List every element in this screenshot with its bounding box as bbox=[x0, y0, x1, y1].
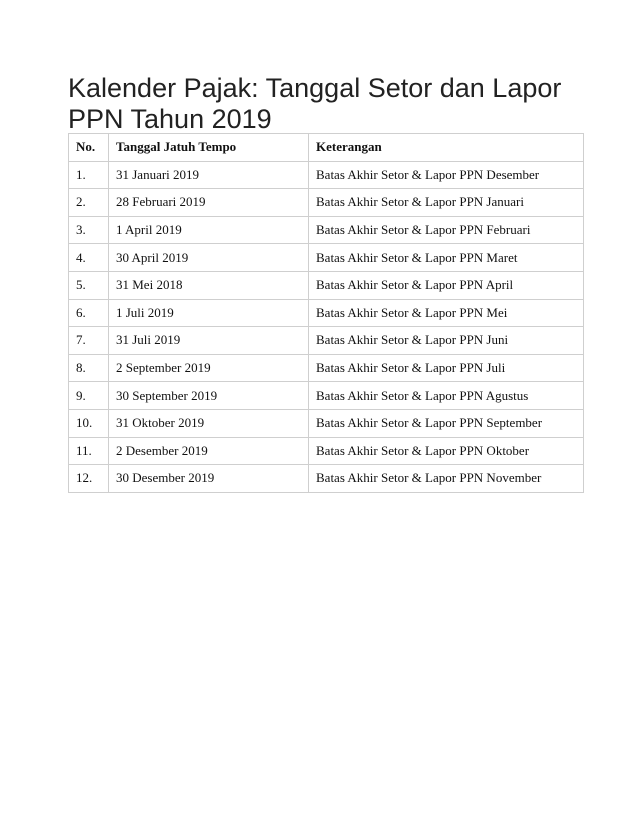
cell-due-date: 30 September 2019 bbox=[109, 382, 309, 410]
cell-due-date: 30 Desember 2019 bbox=[109, 465, 309, 493]
table-body bbox=[69, 161, 584, 492]
cell-due-date: 31 Oktober 2019 bbox=[109, 409, 309, 437]
cell-description: Batas Akhir Setor & Lapor PPN Juli bbox=[309, 354, 584, 382]
cell-description: Batas Akhir Setor & Lapor PPN November bbox=[309, 465, 584, 493]
cell-description: Batas Akhir Setor & Lapor PPN Agustus bbox=[309, 382, 584, 410]
table-row bbox=[69, 299, 584, 327]
table-row bbox=[69, 161, 584, 189]
table-row bbox=[69, 354, 584, 382]
cell-description: Batas Akhir Setor & Lapor PPN Oktober bbox=[309, 437, 584, 465]
table-row bbox=[69, 327, 584, 355]
cell-no: 1. bbox=[69, 161, 109, 189]
cell-no: 5. bbox=[69, 271, 109, 299]
cell-description: Batas Akhir Setor & Lapor PPN April bbox=[309, 271, 584, 299]
cell-due-date: 30 April 2019 bbox=[109, 244, 309, 272]
cell-no: 9. bbox=[69, 382, 109, 410]
cell-due-date: 2 September 2019 bbox=[109, 354, 309, 382]
cell-no: 6. bbox=[69, 299, 109, 327]
page-title: Kalender Pajak: Tanggal Setor dan Lapor PPN Tahun 2019 bbox=[68, 73, 562, 134]
cell-due-date: 1 April 2019 bbox=[109, 216, 309, 244]
table-row bbox=[69, 244, 584, 272]
tax-calendar-table bbox=[68, 133, 584, 493]
table-row bbox=[69, 382, 584, 410]
cell-description: Batas Akhir Setor & Lapor PPN September bbox=[309, 409, 584, 437]
table-row bbox=[69, 271, 584, 299]
cell-due-date: 28 Februari 2019 bbox=[109, 189, 309, 217]
cell-description: Batas Akhir Setor & Lapor PPN Mei bbox=[309, 299, 584, 327]
header-due-date: Tanggal Jatuh Tempo bbox=[109, 134, 309, 162]
table-row bbox=[69, 189, 584, 217]
table-row bbox=[69, 437, 584, 465]
cell-no: 4. bbox=[69, 244, 109, 272]
cell-description: Batas Akhir Setor & Lapor PPN Desember bbox=[309, 161, 584, 189]
table-row bbox=[69, 465, 584, 493]
table-row bbox=[69, 216, 584, 244]
table-row bbox=[69, 409, 584, 437]
cell-due-date: 31 Juli 2019 bbox=[109, 327, 309, 355]
cell-no: 8. bbox=[69, 354, 109, 382]
header-no: No. bbox=[69, 134, 109, 162]
cell-due-date: 31 Januari 2019 bbox=[109, 161, 309, 189]
cell-no: 10. bbox=[69, 409, 109, 437]
cell-description: Batas Akhir Setor & Lapor PPN Maret bbox=[309, 244, 584, 272]
cell-no: 7. bbox=[69, 327, 109, 355]
cell-due-date: 2 Desember 2019 bbox=[109, 437, 309, 465]
cell-description: Batas Akhir Setor & Lapor PPN Januari bbox=[309, 189, 584, 217]
table-header-row bbox=[69, 134, 584, 162]
cell-description: Batas Akhir Setor & Lapor PPN Juni bbox=[309, 327, 584, 355]
cell-no: 12. bbox=[69, 465, 109, 493]
cell-due-date: 1 Juli 2019 bbox=[109, 299, 309, 327]
cell-no: 3. bbox=[69, 216, 109, 244]
cell-no: 11. bbox=[69, 437, 109, 465]
cell-due-date: 31 Mei 2018 bbox=[109, 271, 309, 299]
cell-no: 2. bbox=[69, 189, 109, 217]
cell-description: Batas Akhir Setor & Lapor PPN Februari bbox=[309, 216, 584, 244]
header-description: Keterangan bbox=[309, 134, 584, 162]
